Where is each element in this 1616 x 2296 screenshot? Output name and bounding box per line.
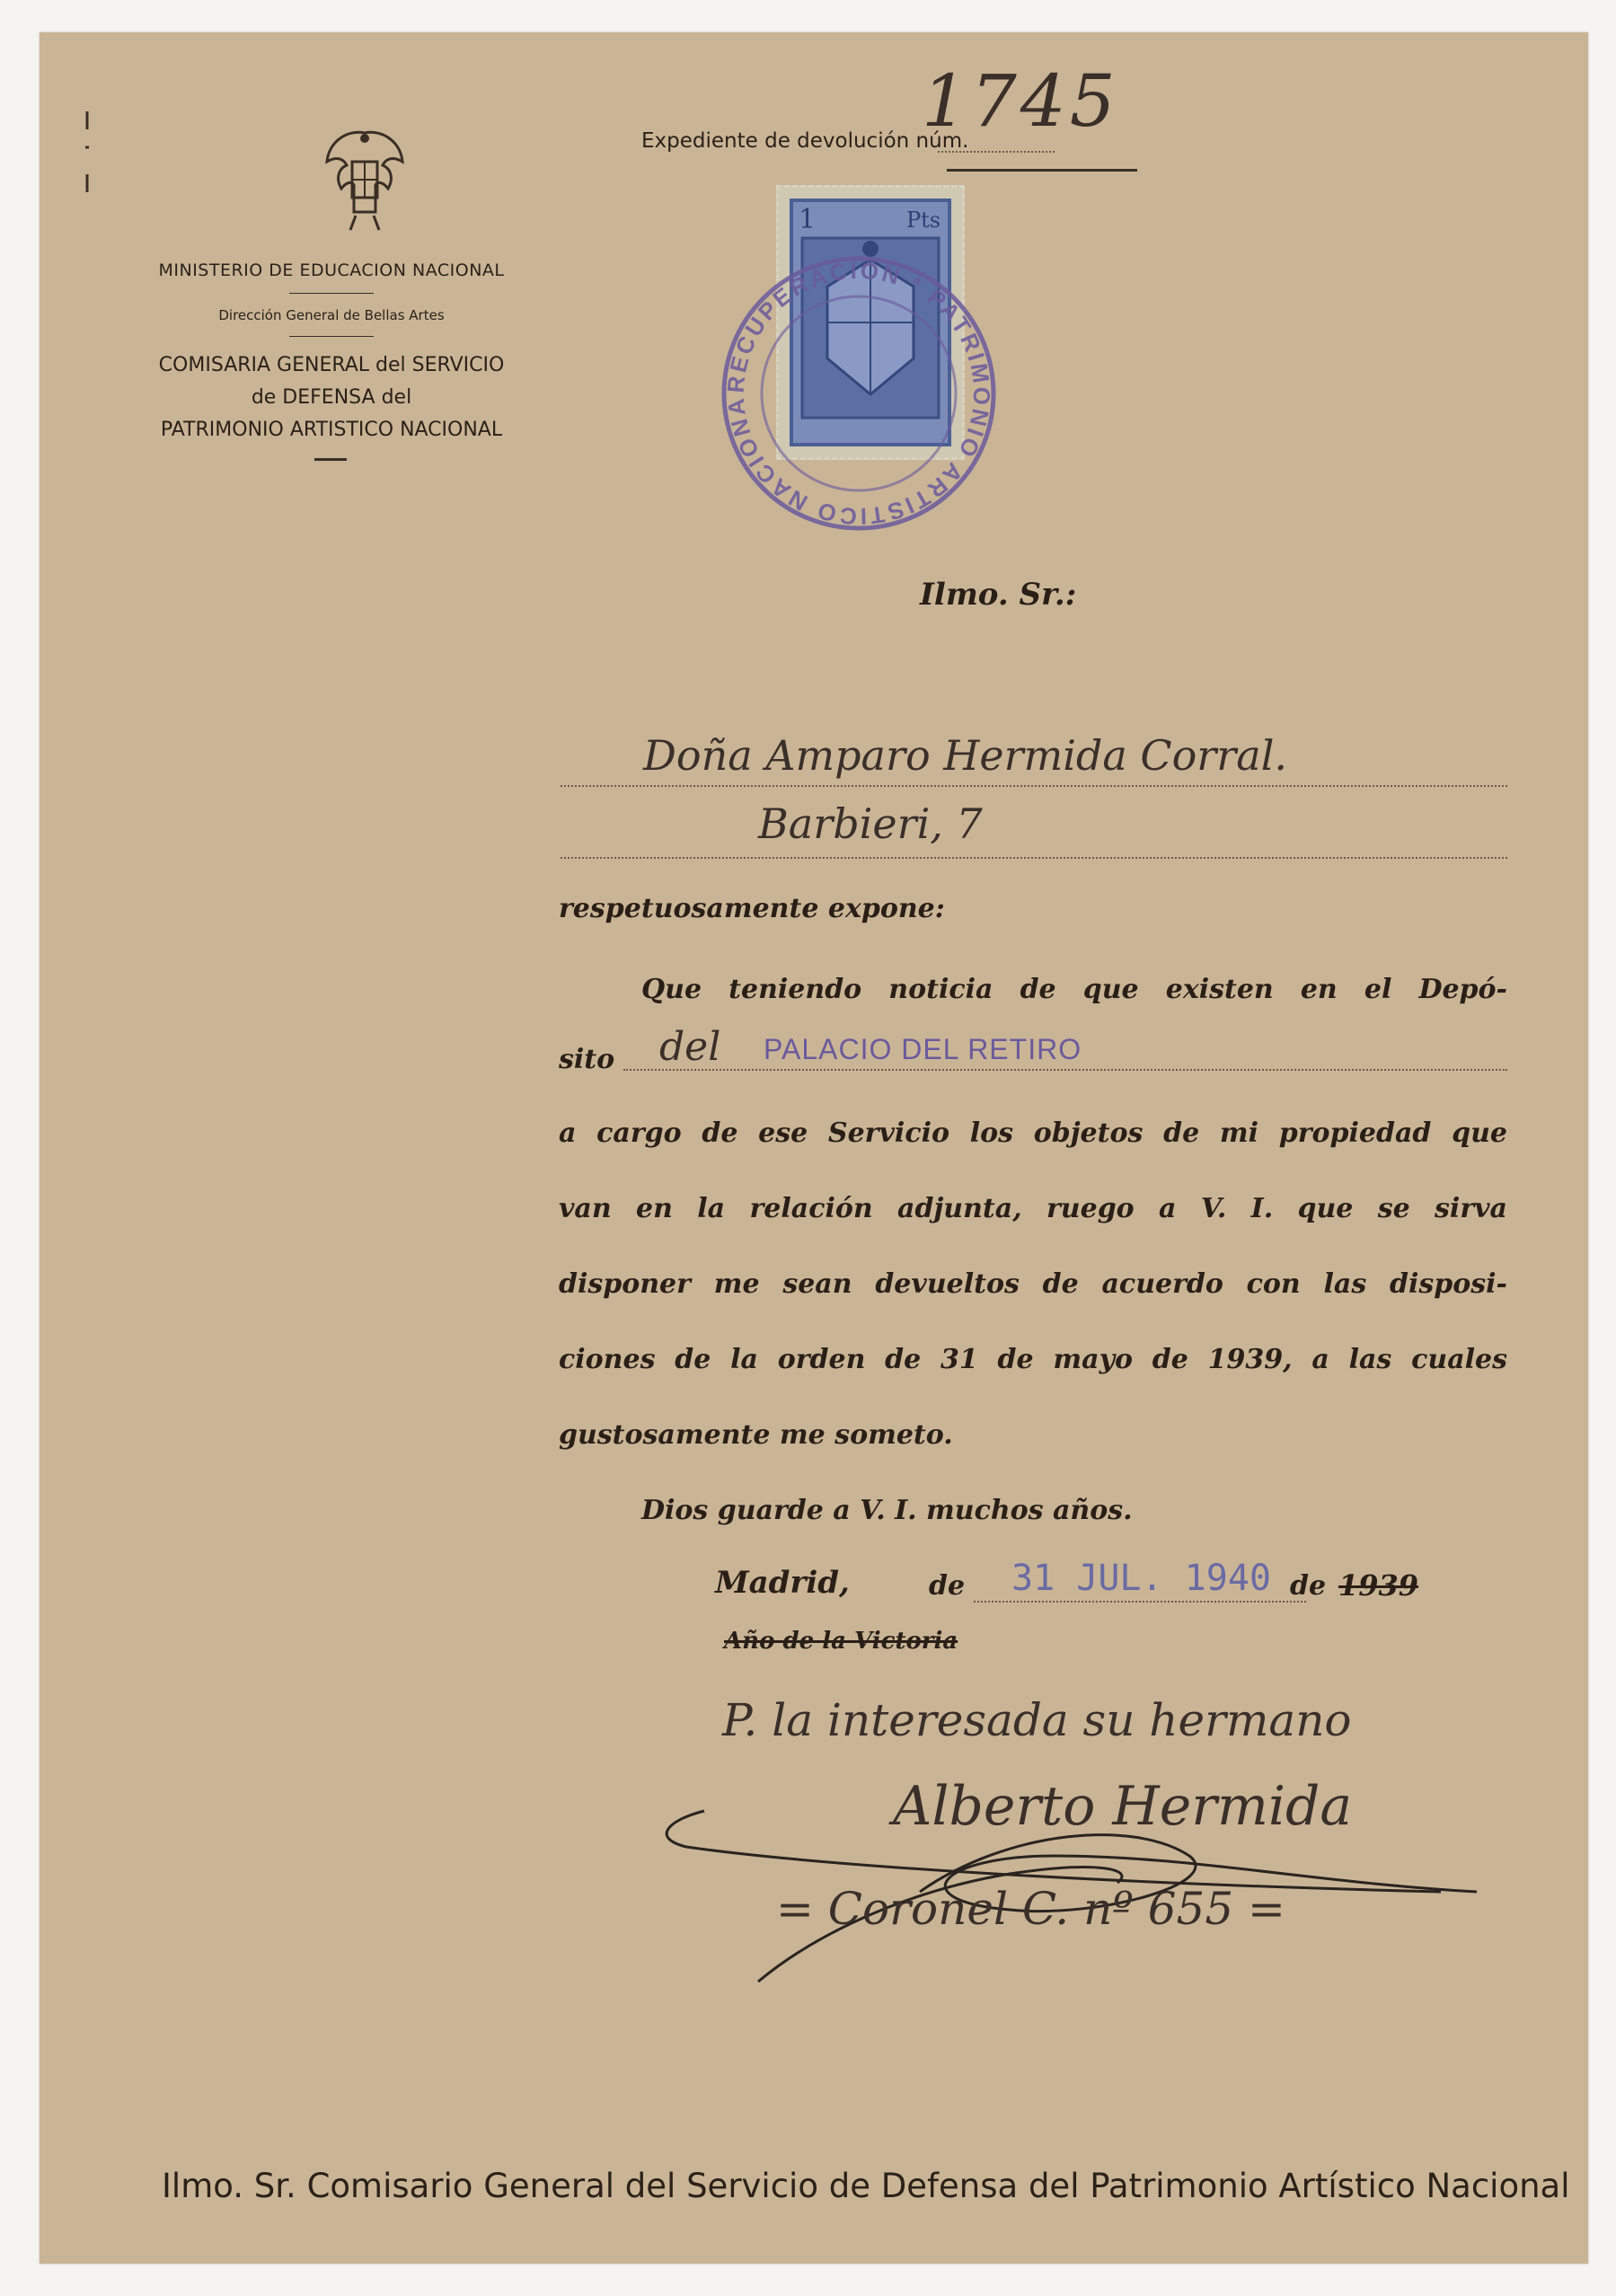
body-line-7: gustosamente me someto. <box>559 1419 953 1451</box>
header-rule-3 <box>314 458 347 461</box>
petitioner-name: Doña Amparo Hermida Corral. <box>643 731 1288 780</box>
signature-rank-line: = Coronel C. nº 655 = <box>776 1883 1285 1935</box>
body-line-2-dotline <box>623 1069 1507 1071</box>
file-number-dotline <box>938 151 1055 153</box>
stamp-value: 1 <box>799 204 817 235</box>
body-line-1: Que teniendo noticia de que existen en el Depó- <box>641 974 1507 1005</box>
header-rule-2 <box>289 336 374 337</box>
margin-marks <box>83 111 92 201</box>
date-de-1: de <box>929 1570 966 1602</box>
date-de-2: de <box>1290 1570 1327 1602</box>
salutation: Ilmo. Sr.: <box>920 577 1077 613</box>
file-number-handwritten: 1745 <box>922 59 1119 143</box>
coat-of-arms-icon <box>320 126 410 234</box>
signature-flourish <box>632 1757 1495 1991</box>
commission-line-2: de DEFENSA del <box>251 386 412 409</box>
file-number-label: Expediente de devolución núm. <box>641 129 969 153</box>
recovery-seal <box>713 248 1004 539</box>
header-rule-1 <box>289 293 374 294</box>
footer-addressee: Ilmo. Sr. Comisario General del Servicio de Defensa del Patrimonio Artístico Nacional <box>162 2167 1570 2205</box>
body-expone: respetuosamente expone: <box>559 893 945 924</box>
date-dotline <box>974 1601 1306 1603</box>
body-line-5: disponer me sean devueltos de acuerdo con las disposi- <box>559 1268 1507 1300</box>
stamp-unit: Pts <box>906 208 941 233</box>
closing-line: Dios guarde a V. I. muchos años. <box>641 1495 1133 1526</box>
body-line-3: a cargo de ese Servicio los objetos de mi propiedad que <box>559 1117 1507 1149</box>
direction-name: Dirección General de Bellas Artes <box>218 307 445 323</box>
petitioner-address: Barbieri, 7 <box>758 799 983 848</box>
signature-name: Alberto Hermida <box>893 1775 1353 1838</box>
signature-proxy-line: P. la interesada su hermano <box>722 1694 1352 1746</box>
body-line-6: ciones de la orden de 31 de mayo de 1939, a las cuales <box>559 1344 1507 1375</box>
date-stamp: 31 JUL. 1940 <box>1011 1558 1271 1599</box>
deposit-place-stamp: PALACIO DEL RETIRO <box>764 1033 1082 1065</box>
document-sheet <box>40 32 1588 2264</box>
body-line-4: van en la relación adjunta, ruego a V. I. que se sirva <box>559 1193 1507 1224</box>
commission-line-3: PATRIMONIO ARTISTICO NACIONAL <box>160 419 503 441</box>
body-line-2-handwritten: del <box>659 1024 721 1070</box>
body-line-2-prefix: sito <box>559 1044 615 1075</box>
date-victory-struck: Año de la Victoria <box>724 1628 958 1655</box>
commission-line-1: COMISARIA GENERAL del SERVICIO <box>158 354 505 376</box>
petitioner-address-dotline <box>561 857 1507 859</box>
seal-text: RECUPERACION * PATRIMONIO ARTISTICO NACIONA <box>721 256 996 531</box>
date-year-struck: 1939 <box>1338 1568 1419 1603</box>
ministry-name: MINISTERIO DE EDUCACION NACIONAL <box>158 261 505 280</box>
petitioner-name-dotline <box>561 785 1507 787</box>
date-city: Madrid, <box>715 1565 850 1601</box>
file-number-underline <box>947 169 1137 172</box>
